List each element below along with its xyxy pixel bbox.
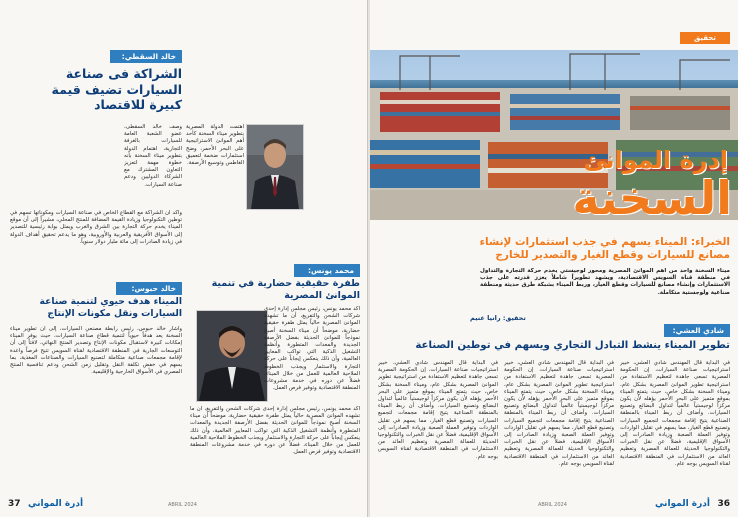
- person-photo-icon: [197, 311, 267, 401]
- magazine-logo: أدرة المواني: [28, 499, 84, 509]
- headline-shadi: تطوير الميناء ينشط التبادل التجاري ويسهم في توطين الصناعة: [415, 340, 730, 351]
- khaled-sakhty-body: وأكد أن الشراكة مع القطاع الخاص في صناعة السيارات ومكوناتها تسهم في توطين التكنولوجيا وزيادة القيمة المضافة للمنتج المحلي، مشيراً إلى أن موقع الميناء يخدم حركة التجارة بين الشرق والغرب ويمثل بوابة رئيسية للتصدير إلى الأسواق الأفريقية والعربية والأوروبية، وهو ما يدعم تحقيق أهداف الدولة في زيادة الصادرات إلى مائة مليار دولار سنوياً.: [10, 210, 182, 245]
- headline-line-1: الشراكة فى صناعة: [65, 66, 182, 81]
- shadi-body-col-2: في البداية قال المهندس شادي العشي، خبير استراتيجيات صناعة السيارات، إن الحكومة المصرية تسعى جاهدة لتعظيم الاستفادة من استراتيجية تطوير الموانئ المصرية بشكل عام، وميناء السخنة بشكل خاص، حيث يتمتع الميناء بموقع متميز على البحر الأحمر يؤهله لأن يكون مركزاً لوجيستياً عالمياً لتداول البضائع وتصنيع السيارات. وأضاف أن ربط الميناء بالمنطقة الصناعية يتيح إقامة مجمعات لتجميع السيارات وتصنيع قطع الغيار، مما يسهم في تقليل الواردات وتوفير العملة الصعبة وزيادة الصادرات إلى الأسواق الإقليمية، فضلاً عن نقل الخبرات والتكنولوجيا الحديثة للعمالة المصرية وتعظيم العائد من الاستثمارات في المنطقة الاقتصادية لقناة السويس بوجه عام.: [504, 360, 614, 467]
- mohamed-younis-body-cont: أكد محمد يونس، رئيس مجلس إدارة إحدى شركات الشحن والتفريغ، أن ما تشهده الموانئ المصرية حالياً يمثل طفرة حقيقية حضارية، موضحاً أن ميناء السخنة أصبح نموذجاً للموانئ الحديثة بفضل الأرصفة الجديدة والمعدات المتطورة وأنظمة التشغيل الذكية التي تواكب المعايير العالمية، وأن ذلك ينعكس إيجاباً على حركة التجارة والاستثمار ويجذب الخطوط الملاحية العالمية للعمل من خلال الميناء، فضلاً عن دوره في خدمة مشروعات المنطقة الاقتصادية وتوفير فرص العمل.: [190, 406, 360, 456]
- headline-line-1: الميناء هدف حيوي لتنمية صناعة: [39, 296, 182, 307]
- mohamed-younis-body: أكد محمد يونس، رئيس مجلس إدارة إحدى شركات الشحن والتفريغ، أن ما تشهده الموانئ المصرية حالياً يمثل طفرة حقيقية حضارية، موضحاً أن ميناء السخنة أصبح نموذجاً للموانئ الحديثة بفضل الأرصفة الجديدة والمعدات المتطورة وأنظمة التشغيل الذكية التي تواكب المعايير العالمية، وأن ذلك ينعكس إيجاباً على حركة التجارة والاستثمار ويجذب الخطوط الملاحية العالمية للعمل من خلال الميناء، فضلاً عن دوره في خدمة مشروعات المنطقة الاقتصادية وتوفير فرص العمل.: [264, 306, 360, 392]
- byline-shadi: شادي العشي:: [664, 324, 730, 337]
- headline-line-1: طفرة حقيقية حضارية في تنمية: [211, 278, 360, 289]
- section-tag: تحقيق: [680, 32, 730, 44]
- magazine-logo: أدرة المواني: [654, 499, 710, 509]
- byline-khaled-dabbous: خالد حبوس:: [116, 282, 182, 295]
- lead-paragraph: ميناء السخنة واحد من أهم الموانئ المصرية ومحور لوجيستي يخدم حركة التجارة والتداول في منطقة قناة السويس الاقتصادية، ويشهد تطويراً شاملاً يعزز قدرته على جذب الاستثمارات وإنشاء مصانع للسيارات وقطع الغيار، وربط الميناء بشبكة طرق حديثة ومنطقة صناعية ولوجستية متكاملة.: [480, 268, 730, 296]
- footer-right: [378, 499, 730, 513]
- headline-mohamed-younis: [190, 278, 360, 302]
- page-number: 36: [717, 499, 730, 509]
- headline-line-3: كبيرة للاقتصاد: [94, 97, 182, 113]
- issue-date: ABRIL 2024: [538, 502, 567, 508]
- person-photo-icon: [247, 125, 303, 209]
- hero-title-big: السخنة: [572, 171, 732, 225]
- page-37: [0, 0, 368, 517]
- shadi-body-col-1: في البداية قال المهندس شادي العشي، خبير استراتيجيات صناعة السيارات، إن الحكومة المصرية تسعى جاهدة لتعظيم الاستفادة من استراتيجية تطوير الموانئ المصرية بشكل عام، وميناء السخنة بشكل خاص، حيث يتمتع الميناء بموقع متميز على البحر الأحمر يؤهله لأن يكون مركزاً لوجيستياً عالمياً لتداول البضائع وتصنيع السيارات. وأضاف أن ربط الميناء بالمنطقة الصناعية يتيح إقامة مجمعات لتجميع السيارات وتصنيع قطع الغيار، مما يسهم في تقليل الواردات وتوفير العملة الصعبة وزيادة الصادرات إلى الأسواق الإقليمية، فضلاً عن نقل الخبرات والتكنولوجيا الحديثة للعمالة المصرية وتعظيم العائد من الاستثمارات في المنطقة الاقتصادية لقناة السويس بوجه عام.: [620, 360, 730, 467]
- intro-right-column: وصف خالد السقطى، عضو الشعبة العامة للسيارات بالغرفة التجارية، اهتمام الدولة بتطوير ميناء السخنة بأنه خطوة مهمة لتعزيز التعاون المشترك مع الشركاء الدوليين ودعم صناعة السيارات.: [124, 124, 182, 188]
- subhead: [378, 236, 730, 262]
- intro-left-column: اهتمت الدولة المصرية بتطوير ميناء السخنة كأحد أهم الموانئ الاستراتيجية على البحر الأحمر، وضخ استثمارات ضخمة لتعميق الغاطس وتوسيع الأرصفة.: [186, 124, 244, 167]
- shadi-body-col-3: في البداية قال المهندس شادي العشي، خبير استراتيجيات صناعة السيارات، إن الحكومة المصرية تسعى جاهدة لتعظيم الاستفادة من استراتيجية تطوير الموانئ المصرية بشكل عام، وميناء السخنة بشكل خاص، حيث يتمتع الميناء بموقع متميز على البحر الأحمر يؤهله لأن يكون مركزاً لوجيستياً عالمياً لتداول البضائع وتصنيع السيارات. وأضاف أن ربط الميناء بالمنطقة الصناعية يتيح إقامة مجمعات لتجميع السيارات وتصنيع قطع الغيار، مما يسهم في تقليل الواردات وتوفير العملة الصعبة وزيادة الصادرات إلى الأسواق الإقليمية، فضلاً عن نقل الخبرات والتكنولوجيا الحديثة للعمالة المصرية وتعظيم العائد من الاستثمارات في المنطقة الاقتصادية لقناة السويس بوجه عام.: [378, 360, 498, 460]
- headline-khaled-sakhty: [12, 66, 182, 113]
- portrait-mohamed-younis: [196, 310, 268, 402]
- subhead-line-2: مصانع للسيارات وقطع الغيار والتصدير للخارج: [495, 249, 730, 262]
- byline-mohamed-younis: محمد يونس:: [294, 264, 360, 277]
- byline-khaled-sakhty: خالد السقطي:: [110, 50, 182, 63]
- headline-line-2: السيارات تضيف قيمة: [51, 81, 182, 97]
- footer-left: [8, 499, 360, 513]
- headline-line-2: الموانئ المصرية: [284, 289, 360, 301]
- hero-title-small: إدرة الموانئ: [583, 146, 728, 174]
- page-number: 37: [8, 499, 21, 509]
- issue-date: ABRIL 2024: [168, 502, 197, 508]
- reporter-byline: تحقيق: رانيا غنيم: [470, 314, 526, 322]
- subhead-line-1: الخبراء: الميناء يسهم في جذب استثمارات لإنشاء: [479, 236, 730, 248]
- page-36: [370, 0, 738, 517]
- headline-line-2: السيارات ونقل مكونات الإنتاج: [47, 307, 182, 319]
- portrait-khaled-sakhty: [246, 124, 304, 210]
- khaled-dabbous-body: وأشار خالد حبوس، رئيس رابطة مصنعي السيارات، إلى أن تطوير ميناء السخنة يعد هدفاً حيوياً لتنمية قطاع صناعة السيارات، حيث يوفر الميناء إمكانات كبيرة لاستقبال مكونات الإنتاج وتصدير المنتج النهائي، لافتاً إلى أن التوسعات الجارية في المنطقة الاقتصادية لقناة السويس تتيح فرصاً واعدة لإقامة مجمعات صناعية متكاملة لتصنيع السيارات والصناعات المغذية، بما يسهم في خفض تكلفة النقل وتقليل زمن الشحن ودعم تنافسية المنتج المصري في الأسواق الخارجية والإقليمية.: [10, 326, 182, 376]
- headline-khaled-dabbous: [10, 296, 182, 319]
